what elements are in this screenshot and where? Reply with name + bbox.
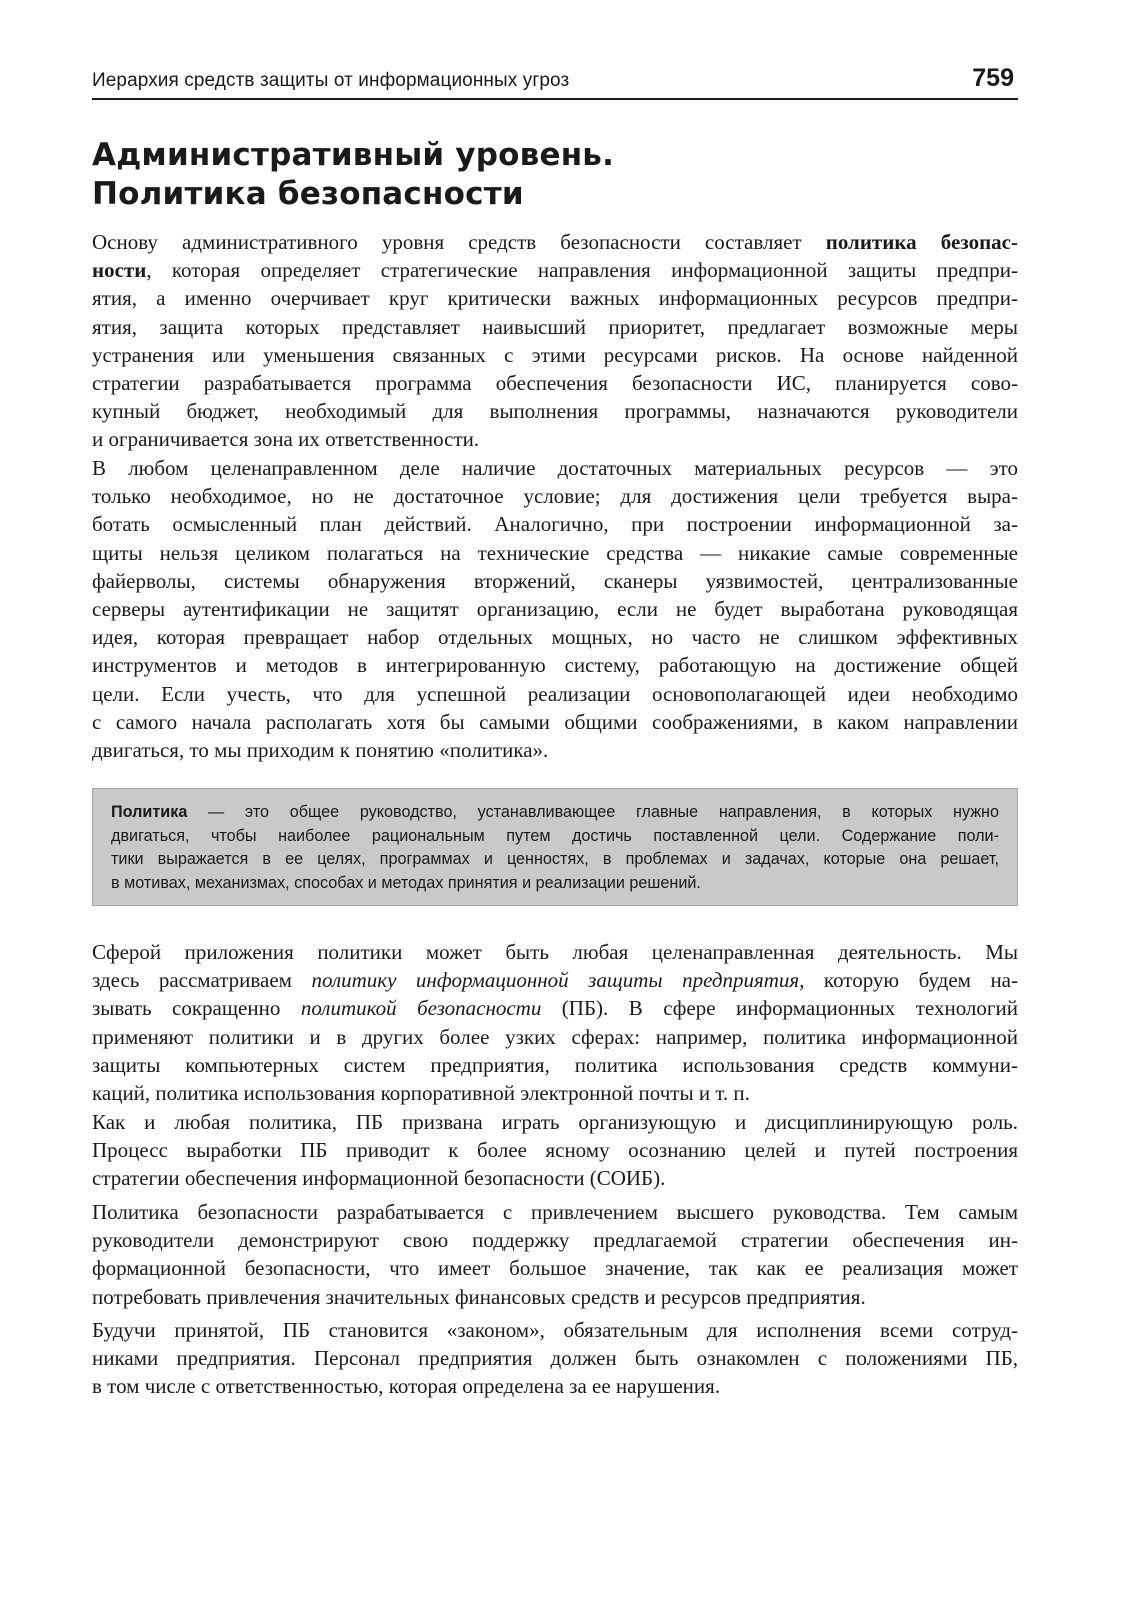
paragraph-6 (92, 1316, 1018, 1401)
text-run: Основу административного уровня средств безопасности составляет (92, 230, 826, 254)
note-line (111, 801, 999, 825)
paragraph-line: купный бюджет, необходимый для выполнения программы, назначаются руководители (92, 399, 1018, 424)
text-run: (ПБ). В сфере информационных технологий (541, 996, 1018, 1021)
note-line: в мотивах, механизмах, способах и методах принятия и реализации решений. (111, 873, 701, 892)
paragraph-2 (92, 454, 1018, 764)
paragraph-line (92, 228, 1018, 256)
italic-term: политику информационной защиты предприятия (311, 968, 800, 993)
paragraph-5 (92, 1198, 1018, 1311)
paragraph-line (92, 966, 1018, 994)
paragraph-line (92, 994, 1018, 1022)
paragraph-line: Будучи принятой, ПБ становится «законом», обязательным для исполнения всеми сотруд- (92, 1318, 1018, 1342)
paragraph-4 (92, 1108, 1018, 1193)
text-run: , которую будем на- (799, 968, 1018, 993)
heading-line-1: Административный уровень. (92, 137, 615, 173)
page-number: 759 (972, 64, 1014, 92)
paragraph-line (92, 256, 1018, 284)
paragraph-line: щиты нельзя целиком полагаться на технические средства — никакие самые современные (92, 540, 1018, 565)
text-run: — это общее руководство, устанавливающее главные направления, в которых нужно (187, 803, 999, 821)
definition-box (92, 788, 1018, 906)
paragraph-line: никами предприятия. Персонал предприятия должен быть ознакомлен с положениями ПБ, (92, 1346, 1018, 1371)
paragraph-line: ботать осмысленный план действий. Аналогично, при построении информационной за- (92, 512, 1018, 537)
paragraph-line: только необходимое, но не достаточное условие; для достижения цели требуется выра- (92, 484, 1018, 509)
paragraph-line: стратегии обеспечения информационной безопасности (СОИБ). (92, 1166, 666, 1191)
paragraph-3 (92, 938, 1018, 1107)
defined-term: Политика (111, 803, 188, 821)
paragraph-line: Процесс выработки ПБ приводит к более ясному осознанию целей и путей построения (92, 1138, 1018, 1163)
paragraph-line: серверы аутентификации не защитят организацию, если не будет выработана руководящая (92, 597, 1018, 622)
running-header (92, 60, 1018, 100)
paragraph-line: ятия, защита которых представляет наивысший приоритет, предлагает возможные меры (92, 314, 1018, 339)
paragraph-line: формационной безопасности, что имеет большое значение, так как ее реализация может (92, 1256, 1018, 1281)
paragraph-line: В любом целенаправленном деле наличие достаточных материальных ресурсов — это (92, 456, 1018, 480)
bold-term: политика безопас- (825, 230, 1018, 254)
paragraph-line: и ограничивается зона их ответственности. (92, 427, 480, 452)
paragraph-line: стратегии разрабатывается программа обеспечения безопасности ИС, планируется сово- (92, 371, 1018, 396)
paragraph-line: Сферой приложения политики может быть любая целенаправленная деятельность. Мы (92, 940, 1018, 964)
paragraph-line: файерволы, системы обнаружения вторжений, сканеры уязвимостей, централизованные (92, 568, 1018, 593)
text-run: , которая определяет стратегические направления информационной защиты предпри- (146, 258, 1018, 283)
paragraph-line: двигаться, то мы приходим к понятию «политика». (92, 738, 549, 763)
chapter-title: Иерархия средств защиты от информационных угроз (92, 70, 570, 91)
text-run: зывать сокращенно (92, 996, 301, 1021)
note-line: двигаться, чтобы наиболее рациональным путем достичь поставленной цели. Содержание поли- (111, 826, 999, 845)
paragraph-line: идея, которая превращает набор отдельных мощных, но часто не слишком эффективных (92, 625, 1018, 650)
paragraph-line: инструментов и методов в интегрированную систему, работающую на достижение общей (92, 653, 1018, 678)
heading-line-2: Политика безопасности (92, 176, 524, 212)
italic-term: политикой безопасности (300, 996, 542, 1021)
paragraph-line: Как и любая политика, ПБ призвана играть организующую и дисциплинирующую роль. (92, 1110, 1018, 1134)
paragraph-line: применяют политики и в других более узких сферах: например, политика информационной (92, 1024, 1018, 1049)
paragraph-line: с самого начала располагать хотя бы самыми общими соображениями, в каком направлении (92, 709, 1018, 734)
paragraph-line: потребовать привлечения значительных финансовых средств и ресурсов предприятия. (92, 1284, 866, 1309)
text-run: здесь рассматриваем (92, 968, 312, 993)
paragraph-line: Политика безопасности разрабатывается с привлечением высшего руководства. Тем самым (92, 1200, 1018, 1224)
bold-term: ности (92, 258, 147, 283)
paragraph-line: руководители демонстрируют свою поддержку предлагаемой стратегии обеспечения ин- (92, 1228, 1018, 1253)
paragraph-line: в том числе с ответственностью, которая определена за ее нарушения. (92, 1374, 721, 1399)
paragraph-line: цели. Если учесть, что для успешной реализации основополагающей идеи необходимо (92, 681, 1018, 706)
paragraph-1 (92, 228, 1018, 454)
paragraph-line: ятия, а именно очерчивает круг критически важных информационных ресурсов предпри- (92, 286, 1018, 311)
paragraph-line: каций, политика использования корпоративной электронной почты и т. п. (92, 1081, 750, 1106)
definition-text (111, 801, 999, 895)
section-heading (92, 136, 614, 214)
note-line: тики выражается в ее целях, программах и ценностях, в проблемах и задачах, которые она решает, (111, 850, 999, 869)
paragraph-line: защиты компьютерных систем предприятия, политика использования средств коммуни- (92, 1052, 1018, 1077)
paragraph-line: устранения или уменьшения связанных с этими ресурсами рисков. На основе найденной (92, 342, 1018, 367)
